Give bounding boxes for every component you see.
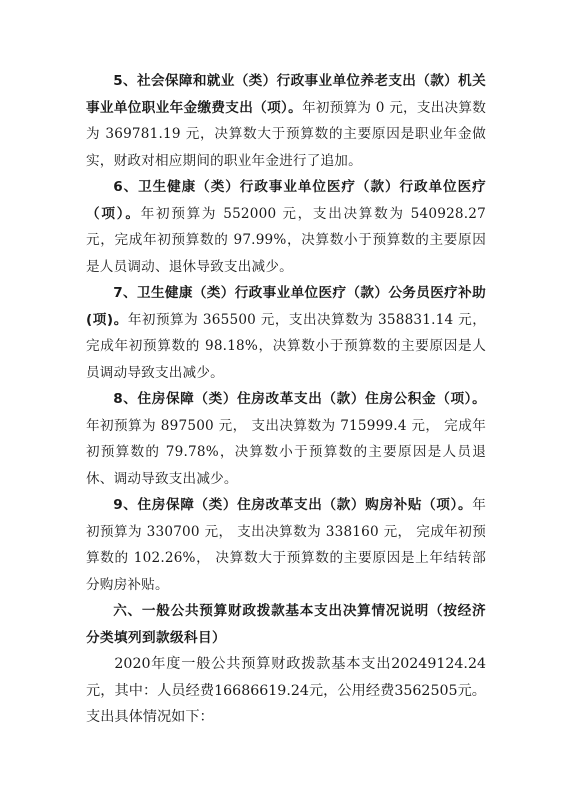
item-8 xyxy=(86,386,486,492)
item-5-title: 5、社会保障和就业（类）行政事业单位养老支出（款）机关事业单位职业年金缴费支出（项）。 xyxy=(86,73,486,116)
item-9-body: 年初预算为 330700 元， 支出决算数为 338160 元， 完成年初预算数的 102.26%， 决算数大于预算数的主要原因是上年结转部分购房补贴。 xyxy=(86,497,486,593)
item-8-title: 8、住房保障（类）住房改革支出（款）住房公积金（项）。 xyxy=(113,391,486,407)
item-6-title: 6、卫生健康（类）行政事业单位医疗（款）行政单位医疗（项）。 xyxy=(86,179,486,222)
item-6 xyxy=(86,174,486,280)
item-7 xyxy=(86,280,486,386)
item-5 xyxy=(86,68,486,174)
item-9-title: 9、住房保障（类）住房改革支出（款）购房补贴（项）。 xyxy=(113,497,473,513)
item-6-body: 年初预算为 552000 元，支出决算数为 540928.27 元，完成年初预算数的 97.99%，决算数小于预算数的主要原因是人员调动、退休导致支出减少。 xyxy=(86,205,486,275)
section-heading: 六、一般公共预算财政拨款基本支出决算情况说明（按经济分类填列到款级科目） xyxy=(86,603,486,646)
summary-paragraph: 2020年度一般公共预算财政拨款基本支出20249124.24元，其中：人员经费16686619.24元，公用经费3562505元。支出具体情况如下： xyxy=(86,656,486,725)
document-page xyxy=(86,68,486,731)
item-9 xyxy=(86,492,486,598)
item-8-body: 年初预算为 897500 元， 支出决算数为 715999.4 元， 完成年初预算数的 79.78%，决算数小于预算数的主要原因是人员退休、调动导致支出减少。 xyxy=(86,417,486,487)
item-7-body: 年初预算为 365500 元，支出决算数为 358831.14 元，完成年初预算数的 98.18%，决算数小于预算数的主要原因是人员调动导致支出减少。 xyxy=(86,311,486,381)
item-5-body: 年初预算为 0 元，支出决算数为 369781.19 元，决算数大于预算数的主要原因是职业年金做实，财政对相应期间的职业年金进行了追加。 xyxy=(86,99,486,169)
item-7-title: 7、卫生健康（类）行政事业单位医疗（款）公务员医疗补助(项)。 xyxy=(86,285,486,328)
